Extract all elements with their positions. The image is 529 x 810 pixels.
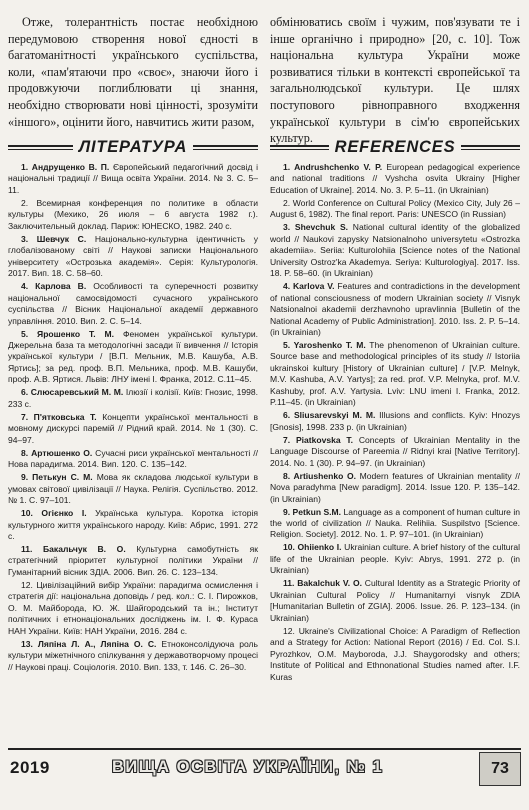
reference-text: Language as a component of human culture in the world of civilization // Nauka. Relihiia. Suspilstvo [Science. Religion. Society]. 2012. No. 1. P. 97–101. (in Ukrainian) [270,506,520,540]
reference-text: Features and contradictions in the development of national consciousness of modern Ukrainian society // Visnyk Natsionalnoi akademii derzhavnoho upravlinnia [Bulletin of the National Academy of Public Administration]. 2010. Iss. 2. P. 5–14. (in Ukrainian) [270,281,520,337]
reference-text: Культурна самобутність як стратегічний пріоритет культурної політики України // Гуманітарний вісник ЗДІА. 2006. Вип. 26. С. 123–134. [8,543,258,577]
heading-rule-right [193,145,258,150]
reference-text: The phenomenon of Ukrainian culture. Source base and methodological principles of its study // Istoriia ukrainskoi kultury [History of Ukrainian culture] / [V.P. Melnyk, M.V. Kashuba, A.V. Yartys]; za red. prof. V.P. Melnyka, prof. M.V. Kashuby, prof. A.V. Yartysia. Lviv: LNU imeni I. Franka, 2012. P.11–45. (in Ukrainian) [270,339,520,408]
reference-entry [8,387,258,410]
reference-author: 4. Карлова В. [21,281,87,292]
heading-rule-right [461,145,520,150]
intro-paragraph-right: обмінюватись своїм і чужим, пов'язувати те і інше органічно і природно» [20, с. 10]. Тож національна культура України може розвиватися тільки в контексті європейської та загальнолюдської культури. Це шлях поступового рівноправного входження української культури в сім'ю європейських культур. [270,15,520,146]
reference-author: 10. Огієнко І. [21,508,87,519]
reference-entry [8,472,258,506]
reference-author: 13. Ляпіна Л. А., Ляпіна О. С. [21,638,157,649]
reference-author: 9. Petkun S.M. [283,506,342,517]
reference-entry [8,508,258,542]
reference-entry [270,198,520,221]
reference-entry [270,162,520,196]
reference-text: Особливості та суперечності розвитку національної самосвідомості сучасного українського суспільства // Вісник Національної академії державного управління. 2010. Вип. 2. С. 5–14. [8,281,258,326]
intro-text [8,14,520,147]
reference-text: Concepts of Ukrainian Mentality in the Language Discourse of Pareemia // Ridnyi krai [Native Territory]. 2014. No. 1 (30). P. 94–97. (in Ukrainian) [270,434,520,468]
references-heading [270,138,520,157]
reference-text: Ukrainian culture. A brief history of the cultural life of the Ukrainian people. Kyiv: Abrys, 1991. 272 p. (in Ukrainian) [270,542,520,576]
reference-entry [8,580,258,637]
reference-entry [8,162,258,196]
reference-author: 11. Бакальчук В. О. [21,543,126,554]
reference-author: 1. Andrushchenko V. P. [283,162,383,172]
reference-text: Національно-культурна ідентичність у глобалізованому світі // Наукові записки Національного університету «Острозька академія». Серія: Культурологія. 2017. Вип. 18. С. 58–60. [8,233,258,279]
reference-entry [8,544,258,578]
reference-text: Illusions and conflicts. Kyiv: Hnozys [Gnosis], 1998. 233 p. (in Ukrainian) [270,410,521,432]
reference-text: Концепти української ментальності в мовному дискурсі паремій // Рідний край. 2014. № 1 (30). С. 94–97. [8,411,258,445]
reference-entry [270,471,520,505]
reference-entry [8,412,258,446]
intro-paragraph-left: Отже, толерантність постає необхідною передумовою створення нової єдності в багатоманітності українського суспільства, коли, «пам'ятаючи про «своє», знаючи його і продовжуючи поглиблювати ці знання, необхідно створювати нові цінності, зрозуміти «іншого», оцінити його, навчитись жити разом, [8,15,258,129]
page-footer [8,748,521,798]
reference-entry [8,639,258,673]
heading-rule-left [270,145,329,150]
reference-entry [8,329,258,386]
reference-author: 5. Yaroshenko T. M. [283,339,366,350]
bibliography [8,162,520,685]
reference-text: Європейський педагогічний досвід і національні традиції // Вища освіта України. 2014. № 3. С. 5–11. [8,162,258,195]
reference-entry [270,542,520,576]
reference-author: 5. Ярошенко Т. М. [21,328,115,339]
references-title: REFERENCES [334,138,456,156]
footer-rule [8,748,521,750]
literatura-title: ЛІТЕРАТУРА [78,138,188,156]
reference-text: Сучасні риси української ментальності // Нова парадигма. 2014. Вип. 120. С. 135–142. [8,447,258,470]
reference-author: 11. Bakalchuk V. O. [283,578,362,589]
page-number: 73 [479,752,521,786]
reference-entry [270,626,520,683]
reference-entry [270,507,520,541]
reference-entry [270,578,520,624]
reference-text: Ілюзії і колізії. Київ: Гнозис, 1998. 233 с. [8,387,259,409]
reference-author: 8. Artiushenko O. [283,470,357,481]
reference-entry [8,198,258,232]
reference-author: 1. Андрущенко В. П. [21,162,110,172]
reference-author: 3. Shevchuk S. [283,222,349,233]
reference-text: European pedagogical experience and national traditions // Vyshcha osvita Ukrainy [Higher Education of Ukraine]. 2014. No. 3. P. 5–11. (in Ukrainian) [270,162,520,195]
section-headings [8,138,520,157]
reference-author: 7. П'ятковська Т. [21,411,97,422]
reference-text: Феномен української культури. Джерельна база та методологічні засади її вивчення // Історія української культури / [В.П. Мельник, М.В. Кашуба, А.В. Яртись]; за ред. проф. В.П. Мельника, проф. М.В. Кашуби, проф. А.В. Яртися. Львів: ЛНУ імені І. Франка, 2012. С.11–45. [8,328,258,385]
reference-text: Cultural Identity as a Strategic Priority of Ukrainian Cultural Policy // Humanitarnyi visnyk ZDIA [Humanitarian Bulletin of ZGIA]. 2006. Issue. 26. P. 123–134. (in Ukrainian) [270,578,520,623]
journal-title: ВИЩА ОСВІТА УКРАЇНИ, № 1 [112,758,384,776]
references-list [270,162,520,685]
reference-entry [270,222,520,279]
reference-author: 10. Ohiienko I. [283,542,342,553]
reference-entry [270,340,520,409]
reference-author: 8. Артюшенко О. [21,447,93,458]
reference-author: 7. Piatkovska T. [283,434,354,445]
reference-entry [8,281,258,327]
reference-entry [8,448,258,471]
reference-entry [8,234,258,280]
literatura-list [8,162,258,685]
reference-entry [270,410,520,433]
reference-entry [270,281,520,338]
reference-author: 3. Шевчук С. [21,233,87,244]
reference-text: 2. Всемирная конференция по политике в области культуры (Мехико, 26 июля – 6 августа 1982 г.). Заключительный доклад. Париж: ЮНЕСКО, 1982. 240 с. [8,197,258,231]
reference-text: 12. Ukraine's Civilizational Choice: A Paradigm of Reflection and a Strategy for Action: National Report (2016) / Ed. Col. S.I. Pyrozhkov, O.M. Mayboroda, J.J. Shaygorodsky and others; Institute of Political and Ethnonational Studies named after. I.F. Kuras [270,625,520,682]
reference-text: National cultural identity of the globalized world // Naukovi zapysky Natsionalnoho universytetu «Ostrozka akademiia». Seriia: Kulturolohiia [Science notes of the National University Ostroz'ka Akademya. Seriya: Kulturologiya]. 2017. Iss. 18. P. 58–60. (in Ukrainian) [270,222,520,279]
reference-text: 12. Цивілізаційний вибір України: парадигма осмислення і стратегія дії: національна доповідь / ред. кол.: С. І. Пирожков, О. М. Майборода, Ю. Ж. Шайгородський та ін.; Інститут політичних і етнонаціональних досліджень ім. І. Ф. Кураса НАН України. Київ: НАН України, 2016. 284 с. [8,579,258,636]
footer-year: 2019 [10,758,50,777]
reference-author: 6. Sliusarevskyi M. M. [283,410,376,421]
reference-author: 9. Петькун С. М. [21,472,93,483]
literatura-heading [8,138,258,157]
reference-text: Етноконсолідуюча роль культури міжетнічного спілкування у державотворчому процесі // Наукові праці. Соціологія. 2010. Вип. 133, т. 146. С. 26–30. [8,638,258,672]
reference-text: 2. World Conference on Cultural Policy (Mexico City, July 26 – August 6, 1982). The final report. Paris: UNESCO (in Russian) [270,197,520,220]
reference-text: Українська культура. Коротка історія культурного життя українського народу. Київ: Абрис, 1991. 272 с. [8,508,258,541]
heading-rule-left [8,145,73,150]
reference-entry [270,435,520,469]
reference-author: 6. Слюсаревський М. М. [21,387,124,398]
reference-text: Мова як складова людської культури в умовах світової цивілізації // Наука. Релігія. Суспільство. 2012. № 1. С. 97–101. [8,472,258,506]
reference-text: Modern features of Ukrainian mentality // Nova paradyhma [New paradigm]. 2014. Issue 120. P. 135–142. (in Ukrainian) [270,470,520,504]
reference-author: 4. Karlova V. [283,281,335,292]
